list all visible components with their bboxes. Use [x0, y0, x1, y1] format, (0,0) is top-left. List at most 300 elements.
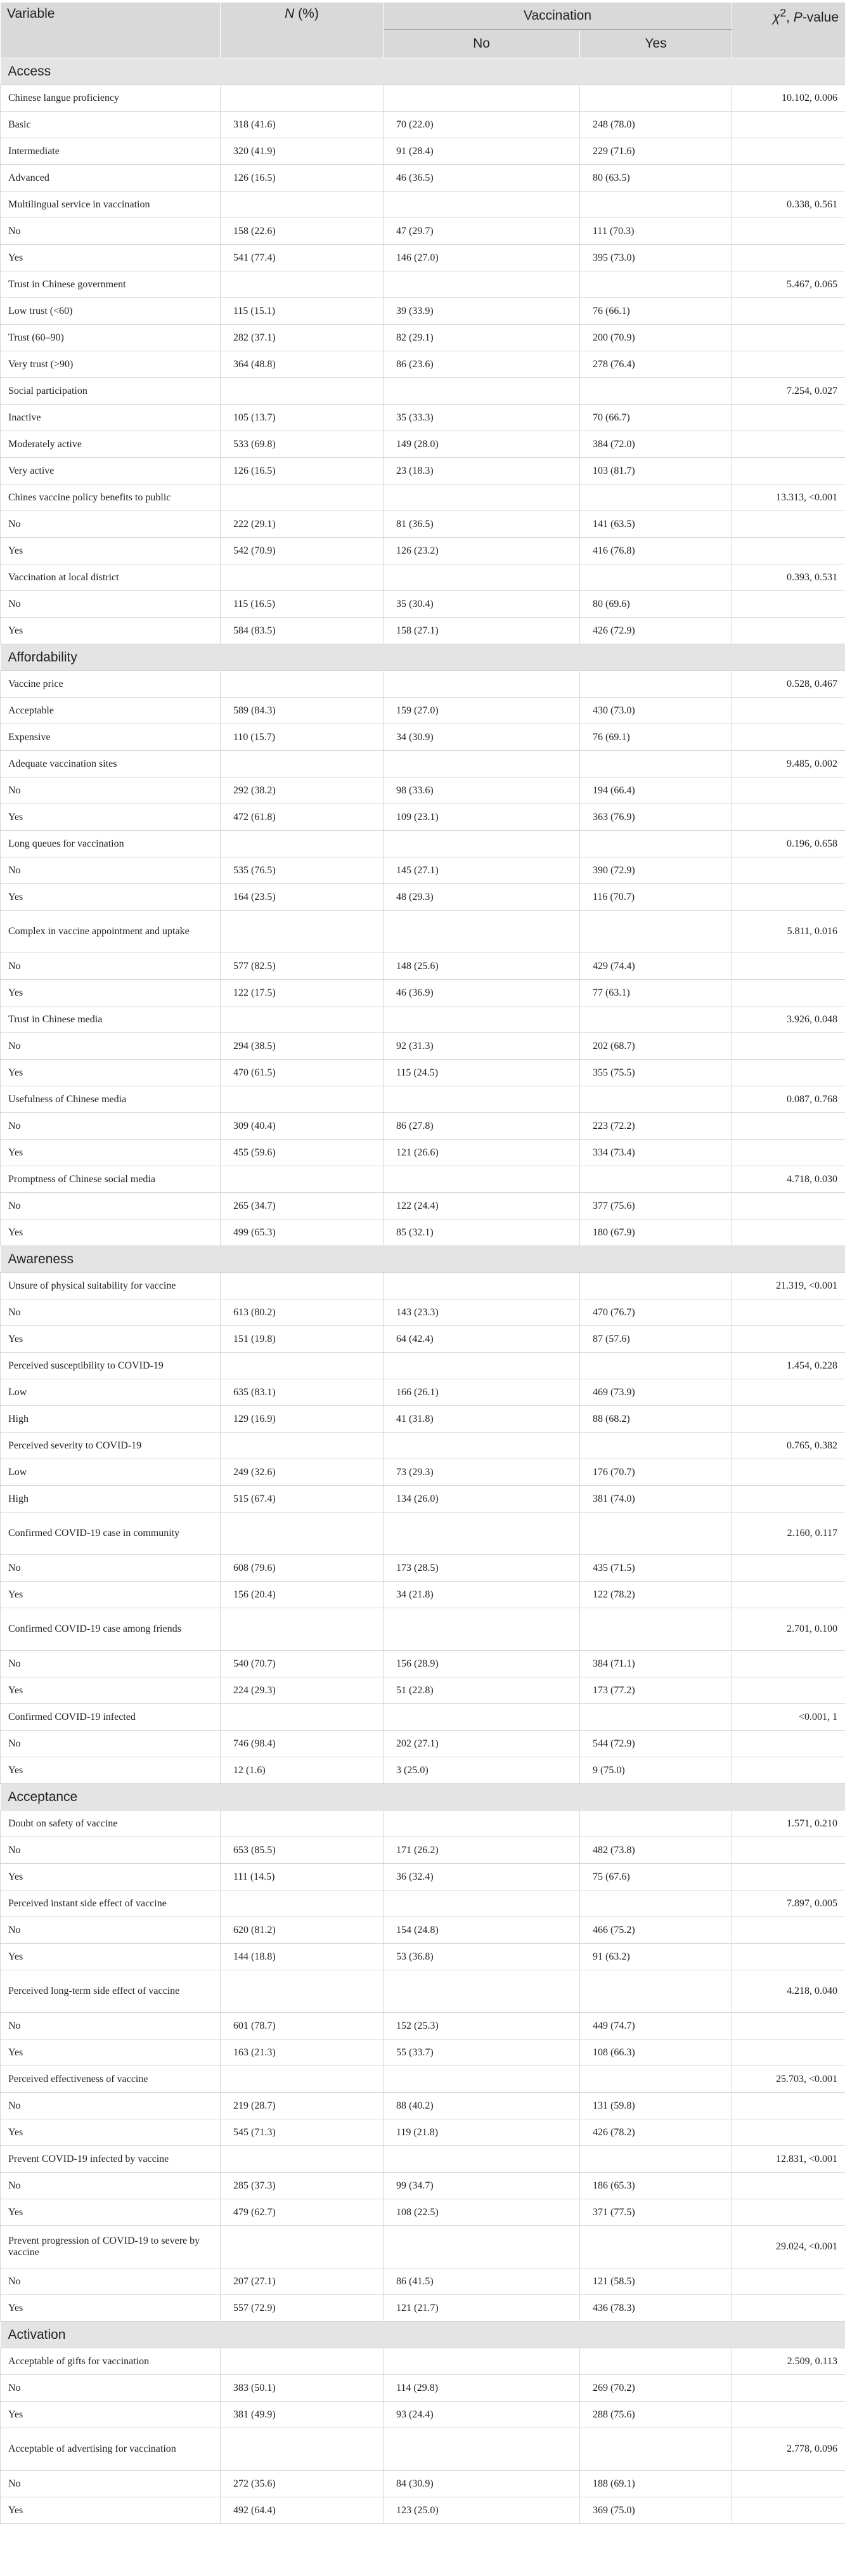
cell-n: 499 (65.3) — [221, 1220, 384, 1246]
section-row — [1, 1784, 845, 1811]
cell-chi-square-p: 5.811, 0.016 — [732, 911, 845, 953]
cell-vaccination-yes: 77 (63.1) — [580, 980, 732, 1006]
table-row — [1, 1086, 845, 1113]
cell-vaccination-yes: 416 (76.8) — [580, 538, 732, 564]
cell-vaccination-no: 86 (27.8) — [384, 1113, 580, 1140]
header-n-suffix: (%) — [294, 6, 319, 21]
cell-variable: Complex in vaccine appointment and uptake — [1, 911, 221, 953]
cell-vaccination-yes: 70 (66.7) — [580, 405, 732, 431]
cell-vaccination-yes: 229 (71.6) — [580, 138, 732, 165]
cell-vaccination-no — [384, 2428, 580, 2471]
cell-variable: Chines vaccine policy benefits to public — [1, 485, 221, 511]
cell-vaccination-yes — [580, 1890, 732, 1917]
cell-vaccination-no — [384, 751, 580, 777]
cell-variable: Unsure of physical suitability for vaccine — [1, 1273, 221, 1299]
cell-vaccination-no — [384, 1608, 580, 1651]
table-row — [1, 85, 845, 112]
cell-vaccination-yes — [580, 2226, 732, 2268]
cell-n: 249 (32.6) — [221, 1459, 384, 1486]
table-row — [1, 1890, 845, 1917]
cell-n: 12 (1.6) — [221, 1757, 384, 1784]
cell-vaccination-yes — [580, 2348, 732, 2375]
cell-variable: Yes — [1, 618, 221, 644]
cell-variable: No — [1, 1113, 221, 1140]
section-title: Awareness — [1, 1246, 845, 1273]
cell-variable: Yes — [1, 1060, 221, 1086]
cell-variable: No — [1, 1299, 221, 1326]
cell-chi-square-p — [732, 538, 845, 564]
cell-variable: No — [1, 591, 221, 618]
cell-n: 164 (23.5) — [221, 884, 384, 911]
table-row — [1, 325, 845, 351]
cell-n: 272 (35.6) — [221, 2471, 384, 2497]
table-row — [1, 2348, 845, 2375]
table-row — [1, 911, 845, 953]
cell-chi-square-p — [732, 1379, 845, 1406]
cell-vaccination-no — [384, 911, 580, 953]
cell-chi-square-p — [732, 405, 845, 431]
cell-n — [221, 1890, 384, 1917]
cell-chi-square-p: 25.703, <0.001 — [732, 2066, 845, 2093]
cell-n: 584 (83.5) — [221, 618, 384, 644]
cell-chi-square-p — [732, 1917, 845, 1944]
table-row — [1, 1006, 845, 1033]
cell-vaccination-yes: 87 (57.6) — [580, 1326, 732, 1353]
cell-n — [221, 271, 384, 298]
table-row — [1, 2268, 845, 2295]
cell-chi-square-p — [732, 2402, 845, 2428]
header-vaccination: Vaccination — [384, 3, 732, 30]
header-chi-square — [732, 3, 845, 58]
cell-n: 158 (22.6) — [221, 218, 384, 245]
header-variable: Variable — [1, 3, 221, 58]
cell-n: 309 (40.4) — [221, 1113, 384, 1140]
cell-vaccination-yes — [580, 1086, 732, 1113]
cell-vaccination-yes: 180 (67.9) — [580, 1220, 732, 1246]
cell-vaccination-no: 36 (32.4) — [384, 1864, 580, 1890]
cell-n — [221, 2226, 384, 2268]
cell-variable: No — [1, 2173, 221, 2199]
table-row — [1, 884, 845, 911]
cell-vaccination-yes — [580, 85, 732, 112]
cell-variable: Expensive — [1, 724, 221, 751]
cell-vaccination-no: 55 (33.7) — [384, 2039, 580, 2066]
cell-vaccination-yes: 176 (70.7) — [580, 1459, 732, 1486]
cell-vaccination-yes: 9 (75.0) — [580, 1757, 732, 1784]
cell-chi-square-p: 12.831, <0.001 — [732, 2146, 845, 2173]
cell-variable: No — [1, 2375, 221, 2402]
cell-chi-square-p — [732, 1677, 845, 1704]
table-row — [1, 485, 845, 511]
table-row — [1, 405, 845, 431]
cell-n — [221, 1704, 384, 1731]
table-row — [1, 591, 845, 618]
cell-vaccination-yes: 76 (66.1) — [580, 298, 732, 325]
cell-variable: Confirmed COVID-19 infected — [1, 1704, 221, 1731]
section-title: Activation — [1, 2322, 845, 2348]
cell-vaccination-no: 53 (36.8) — [384, 1944, 580, 1970]
cell-vaccination-no — [384, 1512, 580, 1555]
cell-vaccination-yes: 173 (77.2) — [580, 1677, 732, 1704]
cell-vaccination-no — [384, 1704, 580, 1731]
cell-vaccination-yes: 80 (63.5) — [580, 165, 732, 192]
cell-variable: Yes — [1, 1220, 221, 1246]
cell-vaccination-no: 202 (27.1) — [384, 1731, 580, 1757]
cell-vaccination-no — [384, 2348, 580, 2375]
table-row — [1, 2039, 845, 2066]
table-row — [1, 618, 845, 644]
cell-chi-square-p: 7.254, 0.027 — [732, 378, 845, 405]
cell-chi-square-p — [732, 698, 845, 724]
cell-vaccination-no — [384, 1890, 580, 1917]
cell-variable: Acceptable — [1, 698, 221, 724]
cell-chi-square-p — [732, 1220, 845, 1246]
table-row — [1, 2173, 845, 2199]
cell-vaccination-no: 46 (36.9) — [384, 980, 580, 1006]
cell-vaccination-yes: 91 (63.2) — [580, 1944, 732, 1970]
cell-vaccination-yes — [580, 1811, 732, 1837]
cell-chi-square-p: 2.160, 0.117 — [732, 1512, 845, 1555]
cell-chi-square-p — [732, 1555, 845, 1582]
cell-chi-square-p — [732, 2039, 845, 2066]
cell-n — [221, 1273, 384, 1299]
cell-vaccination-yes: 355 (75.5) — [580, 1060, 732, 1086]
table-row — [1, 1273, 845, 1299]
cell-n: 557 (72.9) — [221, 2295, 384, 2322]
cell-n: 653 (85.5) — [221, 1837, 384, 1864]
table-row — [1, 1379, 845, 1406]
cell-variable: Low — [1, 1379, 221, 1406]
cell-variable: Trust in Chinese government — [1, 271, 221, 298]
cell-n: 156 (20.4) — [221, 1582, 384, 1608]
cell-vaccination-yes: 426 (78.2) — [580, 2119, 732, 2146]
cell-vaccination-yes — [580, 2066, 732, 2093]
cell-chi-square-p — [732, 325, 845, 351]
cell-vaccination-no: 93 (24.4) — [384, 2402, 580, 2428]
cell-variable: Social participation — [1, 378, 221, 405]
cell-vaccination-no: 88 (40.2) — [384, 2093, 580, 2119]
table-row — [1, 2497, 845, 2524]
cell-variable: Yes — [1, 1140, 221, 1166]
cell-n: 472 (61.8) — [221, 804, 384, 831]
cell-vaccination-no: 114 (29.8) — [384, 2375, 580, 2402]
cell-vaccination-no — [384, 564, 580, 591]
cell-vaccination-yes: 269 (70.2) — [580, 2375, 732, 2402]
table-row — [1, 458, 845, 485]
cell-vaccination-no: 34 (30.9) — [384, 724, 580, 751]
table-row — [1, 351, 845, 378]
cell-chi-square-p: 4.218, 0.040 — [732, 1970, 845, 2013]
cell-n — [221, 85, 384, 112]
cell-chi-square-p — [732, 112, 845, 138]
table-row — [1, 724, 845, 751]
table-row — [1, 271, 845, 298]
cell-chi-square-p: 13.313, <0.001 — [732, 485, 845, 511]
table-row — [1, 192, 845, 218]
cell-vaccination-yes: 103 (81.7) — [580, 458, 732, 485]
cell-chi-square-p — [732, 1406, 845, 1433]
cell-variable: No — [1, 1193, 221, 1220]
cell-variable: Prevent progression of COVID-19 to severe by vaccine — [1, 2226, 221, 2268]
table-row — [1, 831, 845, 857]
table-row — [1, 112, 845, 138]
cell-vaccination-no: 41 (31.8) — [384, 1406, 580, 1433]
cell-vaccination-no: 64 (42.4) — [384, 1326, 580, 1353]
cell-n: 381 (49.9) — [221, 2402, 384, 2428]
table-row — [1, 980, 845, 1006]
cell-n: 110 (15.7) — [221, 724, 384, 751]
cell-vaccination-yes: 116 (70.7) — [580, 884, 732, 911]
cell-vaccination-no: 145 (27.1) — [384, 857, 580, 884]
cell-variable: Chinese langue proficiency — [1, 85, 221, 112]
cell-variable: Vaccination at local district — [1, 564, 221, 591]
cell-variable: Yes — [1, 884, 221, 911]
cell-variable: High — [1, 1486, 221, 1512]
cell-variable: Yes — [1, 1326, 221, 1353]
cell-n: 265 (34.7) — [221, 1193, 384, 1220]
cell-vaccination-yes — [580, 1273, 732, 1299]
cell-variable: No — [1, 1837, 221, 1864]
cell-variable: Yes — [1, 804, 221, 831]
cell-vaccination-yes: 223 (72.2) — [580, 1113, 732, 1140]
cell-chi-square-p — [732, 2295, 845, 2322]
table-row — [1, 2146, 845, 2173]
cell-vaccination-yes — [580, 564, 732, 591]
cell-n: 545 (71.3) — [221, 2119, 384, 2146]
cell-chi-square-p — [732, 511, 845, 538]
cell-variable: Prevent COVID-19 infected by vaccine — [1, 2146, 221, 2173]
cell-variable: No — [1, 1917, 221, 1944]
cell-chi-square-p — [732, 1459, 845, 1486]
cell-chi-square-p: 2.509, 0.113 — [732, 2348, 845, 2375]
cell-vaccination-yes: 381 (74.0) — [580, 1486, 732, 1512]
cell-vaccination-yes: 384 (71.1) — [580, 1651, 732, 1677]
cell-variable: Trust (60–90) — [1, 325, 221, 351]
cell-n: 105 (13.7) — [221, 405, 384, 431]
cell-variable: Yes — [1, 1677, 221, 1704]
cell-vaccination-yes — [580, 1608, 732, 1651]
cell-n — [221, 1811, 384, 1837]
cell-vaccination-yes: 449 (74.7) — [580, 2013, 732, 2039]
table-row — [1, 1459, 845, 1486]
cell-chi-square-p: 1.571, 0.210 — [732, 1811, 845, 1837]
table-row — [1, 1944, 845, 1970]
cell-vaccination-no: 46 (36.5) — [384, 165, 580, 192]
cell-variable: Yes — [1, 2295, 221, 2322]
cell-chi-square-p — [732, 1140, 845, 1166]
table-body — [1, 58, 845, 2524]
table-row — [1, 777, 845, 804]
cell-chi-square-p — [732, 1731, 845, 1757]
table-row — [1, 1433, 845, 1459]
cell-variable: Long queues for vaccination — [1, 831, 221, 857]
table-row — [1, 378, 845, 405]
cell-n: 364 (48.8) — [221, 351, 384, 378]
cell-vaccination-yes — [580, 485, 732, 511]
cell-vaccination-no: 39 (33.9) — [384, 298, 580, 325]
cell-vaccination-no — [384, 2066, 580, 2093]
cell-chi-square-p: 2.778, 0.096 — [732, 2428, 845, 2471]
cell-chi-square-p — [732, 1864, 845, 1890]
cell-n: 577 (82.5) — [221, 953, 384, 980]
cell-variable: Promptness of Chinese social media — [1, 1166, 221, 1193]
cell-vaccination-yes: 121 (58.5) — [580, 2268, 732, 2295]
cell-variable: Yes — [1, 1944, 221, 1970]
cell-chi-square-p — [732, 431, 845, 458]
cell-variable: Confirmed COVID-19 case among friends — [1, 1608, 221, 1651]
cell-vaccination-yes — [580, 1512, 732, 1555]
cell-vaccination-yes — [580, 1433, 732, 1459]
cell-chi-square-p — [732, 1113, 845, 1140]
cell-n: 515 (67.4) — [221, 1486, 384, 1512]
cell-variable: Vaccine price — [1, 671, 221, 698]
table-row — [1, 218, 845, 245]
section-title: Access — [1, 58, 845, 85]
table-row — [1, 1757, 845, 1784]
cell-vaccination-no: 99 (34.7) — [384, 2173, 580, 2199]
cell-variable: No — [1, 511, 221, 538]
cell-chi-square-p — [732, 1326, 845, 1353]
cell-chi-square-p — [732, 2497, 845, 2524]
table-row — [1, 1677, 845, 1704]
cell-vaccination-yes: 482 (73.8) — [580, 1837, 732, 1864]
cell-vaccination-yes: 470 (76.7) — [580, 1299, 732, 1326]
cell-vaccination-no: 149 (28.0) — [384, 431, 580, 458]
cell-vaccination-yes — [580, 1970, 732, 2013]
cell-chi-square-p — [732, 1651, 845, 1677]
cell-n — [221, 1166, 384, 1193]
table-row — [1, 1060, 845, 1086]
cell-n: 151 (19.8) — [221, 1326, 384, 1353]
cell-chi-square-p — [732, 1486, 845, 1512]
cell-vaccination-no: 34 (21.8) — [384, 1582, 580, 1608]
cell-variable: Yes — [1, 980, 221, 1006]
table-row — [1, 1512, 845, 1555]
cell-vaccination-no: 81 (36.5) — [384, 511, 580, 538]
cell-variable: Perceived instant side effect of vaccine — [1, 1890, 221, 1917]
cell-vaccination-yes: 334 (73.4) — [580, 1140, 732, 1166]
cell-n — [221, 831, 384, 857]
cell-vaccination-yes — [580, 2146, 732, 2173]
cell-chi-square-p — [732, 1060, 845, 1086]
cell-vaccination-no — [384, 378, 580, 405]
header-chi-sep: , — [786, 10, 794, 25]
section-row — [1, 58, 845, 85]
cell-chi-square-p: 0.765, 0.382 — [732, 1433, 845, 1459]
table-row — [1, 431, 845, 458]
cell-variable: Yes — [1, 2497, 221, 2524]
cell-vaccination-yes — [580, 1353, 732, 1379]
cell-variable: No — [1, 1555, 221, 1582]
cell-vaccination-no: 122 (24.4) — [384, 1193, 580, 1220]
cell-n — [221, 192, 384, 218]
cell-variable: Moderately active — [1, 431, 221, 458]
cell-n — [221, 1970, 384, 2013]
cell-n: 589 (84.3) — [221, 698, 384, 724]
cell-n: 224 (29.3) — [221, 1677, 384, 1704]
cell-chi-square-p — [732, 953, 845, 980]
cell-vaccination-yes: 202 (68.7) — [580, 1033, 732, 1060]
cell-chi-square-p — [732, 2199, 845, 2226]
table-row — [1, 2013, 845, 2039]
table-row — [1, 245, 845, 271]
cell-vaccination-no — [384, 1273, 580, 1299]
cell-variable: Yes — [1, 2039, 221, 2066]
cell-vaccination-yes — [580, 378, 732, 405]
cell-vaccination-no: 119 (21.8) — [384, 2119, 580, 2146]
section-row — [1, 1246, 845, 1273]
cell-n: 455 (59.6) — [221, 1140, 384, 1166]
table-row — [1, 1917, 845, 1944]
cell-vaccination-yes: 88 (68.2) — [580, 1406, 732, 1433]
cell-vaccination-yes — [580, 831, 732, 857]
cell-n — [221, 2066, 384, 2093]
cell-vaccination-no — [384, 2146, 580, 2173]
cell-n: 144 (18.8) — [221, 1944, 384, 1970]
table-row — [1, 2428, 845, 2471]
cell-vaccination-no — [384, 1086, 580, 1113]
table-row — [1, 751, 845, 777]
cell-n — [221, 1608, 384, 1651]
cell-vaccination-yes — [580, 1006, 732, 1033]
cell-vaccination-no: 23 (18.3) — [384, 458, 580, 485]
cell-vaccination-no — [384, 485, 580, 511]
cell-chi-square-p — [732, 884, 845, 911]
cell-chi-square-p — [732, 2471, 845, 2497]
table-row — [1, 1555, 845, 1582]
cell-vaccination-no: 126 (23.2) — [384, 538, 580, 564]
cell-vaccination-no: 35 (30.4) — [384, 591, 580, 618]
table-row — [1, 1811, 845, 1837]
cell-chi-square-p: 1.454, 0.228 — [732, 1353, 845, 1379]
cell-variable: Advanced — [1, 165, 221, 192]
table-row — [1, 298, 845, 325]
cell-variable: No — [1, 777, 221, 804]
cell-n: 608 (79.6) — [221, 1555, 384, 1582]
cell-vaccination-yes: 76 (69.1) — [580, 724, 732, 751]
table-row — [1, 1033, 845, 1060]
header-no: No — [384, 30, 580, 58]
cell-vaccination-no — [384, 1433, 580, 1459]
cell-chi-square-p — [732, 1582, 845, 1608]
cell-variable: No — [1, 857, 221, 884]
cell-chi-square-p — [732, 980, 845, 1006]
table-row — [1, 857, 845, 884]
cell-vaccination-yes — [580, 671, 732, 698]
header-chi-sup: 2 — [780, 6, 787, 19]
cell-chi-square-p: 0.087, 0.768 — [732, 1086, 845, 1113]
table-row — [1, 1486, 845, 1512]
cell-chi-square-p — [732, 2173, 845, 2199]
cell-n — [221, 1433, 384, 1459]
cell-n: 292 (38.2) — [221, 777, 384, 804]
table-row — [1, 1704, 845, 1731]
cell-vaccination-yes: 80 (69.6) — [580, 591, 732, 618]
cell-chi-square-p — [732, 724, 845, 751]
cell-vaccination-no: 91 (28.4) — [384, 138, 580, 165]
cell-n: 111 (14.5) — [221, 1864, 384, 1890]
table-header — [1, 3, 845, 58]
cell-vaccination-no — [384, 1811, 580, 1837]
cell-variable: Yes — [1, 2199, 221, 2226]
section-row — [1, 644, 845, 671]
table-row — [1, 2119, 845, 2146]
cell-chi-square-p: 9.485, 0.002 — [732, 751, 845, 777]
cell-vaccination-yes: 430 (73.0) — [580, 698, 732, 724]
cell-variable: Yes — [1, 2119, 221, 2146]
cell-vaccination-yes: 384 (72.0) — [580, 431, 732, 458]
cell-n: 540 (70.7) — [221, 1651, 384, 1677]
